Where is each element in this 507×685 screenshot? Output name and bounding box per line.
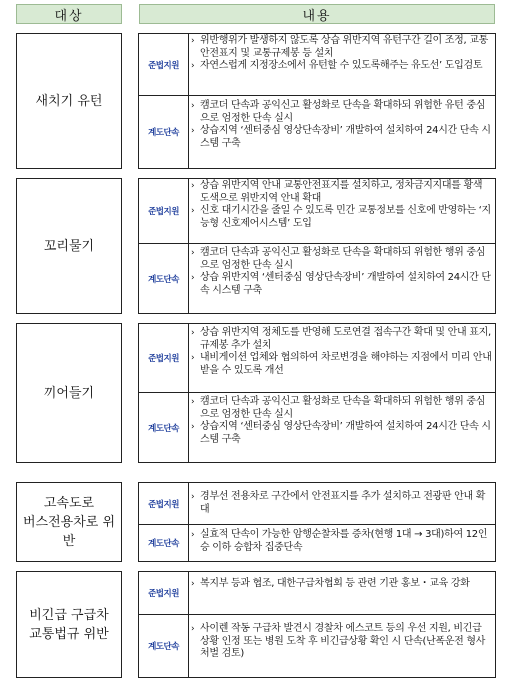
target-cell <box>16 323 122 463</box>
list-item <box>191 180 493 205</box>
support-items <box>191 491 493 516</box>
tag-enforce: 계도단속 <box>139 96 189 168</box>
item-text: 캠코더 단속과 공익신고 활성화로 단속을 확대하되 위험한 행위 중심으로 엄정한 단속 실시 <box>200 396 486 420</box>
support-items <box>191 180 493 230</box>
tag-enforce: 계도단속 <box>139 615 189 677</box>
bullet-icon: › <box>191 422 195 433</box>
list-item <box>191 327 493 352</box>
target-line: 교통법규 위반 <box>29 626 109 642</box>
support-group <box>138 178 496 244</box>
tag-enforce: 계도단속 <box>139 393 189 462</box>
enforce-group <box>138 392 496 463</box>
section-cutting-in <box>16 323 496 463</box>
bullet-icon: › <box>191 206 195 217</box>
section-illegal-uturn <box>16 33 496 169</box>
section-tail-gating <box>16 178 496 314</box>
list-item <box>191 60 493 73</box>
item-text: 상습지역 ‘센터중심 영상단속장비’ 개발하여 설치하여 24시간 단속 시스템 구축 <box>200 125 491 149</box>
support-items <box>191 35 493 73</box>
bullet-icon: › <box>191 273 195 284</box>
bullet-icon: › <box>191 36 195 46</box>
bullet-icon: › <box>191 126 195 137</box>
item-text: 캠코더 단속과 공익신고 활성화로 단속을 확대하되 위험한 행위 중심으로 엄정한 단속 실시 <box>200 247 486 271</box>
item-text: 복지부 등과 협조, 대한구급차협회 등 관련 기관 홍보・교육 강화 <box>200 578 470 589</box>
enforce-items <box>191 396 493 446</box>
enforce-items <box>191 247 493 297</box>
item-text: 경부선 전용차로 구간에서 안전표지를 추가 설치하고 전광판 안내 확대 <box>200 491 486 515</box>
target-line: 꼬리물기 <box>43 238 95 254</box>
list-item <box>191 125 493 150</box>
list-item <box>191 35 493 60</box>
enforce-group <box>138 95 496 169</box>
target-cell <box>16 178 122 314</box>
tag-support: 준법지원 <box>139 483 189 524</box>
item-text: 상습 위반지역 안내 교통안전표지를 설치하고, 정차금지지대를 황색 도색으로 위반지역 안내 확대 <box>200 180 483 204</box>
list-item <box>191 352 493 377</box>
enforce-items <box>191 529 493 554</box>
item-text: 내비게이션 업체와 협의하여 차로변경을 해야하는 지점에서 미리 안내받을 수 있도록 개선 <box>200 352 492 376</box>
target-line: 끼어들기 <box>43 385 95 401</box>
enforce-items <box>191 100 493 150</box>
item-text: 캠코더 단속과 공익신고 활성화로 단속을 확대하되 위험한 유턴 중심으로 엄정한 단속 실시 <box>200 100 486 124</box>
item-text: 신호 대기시간을 줄일 수 있도록 민간 교통정보를 신호에 반영하는 ‘지능형 신호제어시스템’ 도입 <box>200 205 491 229</box>
enforce-group <box>138 614 496 678</box>
list-item <box>191 247 493 272</box>
target-line: 버스전용차로 위반 <box>22 514 116 549</box>
bullet-icon: › <box>191 397 195 407</box>
support-items <box>191 327 493 377</box>
item-text: 실효적 단속이 가능한 암행순찰차를 증차(현행 1대 → 3대)하여 12인승 이하 승합차 집중단속 <box>200 529 488 553</box>
list-item <box>191 421 493 446</box>
enforce-group <box>138 524 496 562</box>
list-item <box>191 396 493 421</box>
bullet-icon: › <box>191 101 195 111</box>
enforce-items <box>191 623 493 661</box>
bullet-icon: › <box>191 181 195 191</box>
item-text: 상습 위반지역 ‘센터중심 영상단속장비’ 개발하여 설치하여 24시간 단속 시스템 구축 <box>200 272 491 296</box>
target-cell <box>16 571 122 678</box>
bullet-icon: › <box>191 492 195 502</box>
target-line: 새치기 유턴 <box>35 93 103 109</box>
item-text: 자연스럽게 지정장소에서 유턴할 수 있도록해주는 유도선’ 도입검토 <box>200 60 483 72</box>
support-group <box>138 323 496 393</box>
enforce-group <box>138 243 496 314</box>
list-item <box>191 578 493 591</box>
list-item <box>191 272 493 297</box>
bullet-icon: › <box>191 248 195 258</box>
support-group <box>138 571 496 615</box>
tag-enforce: 계도단속 <box>139 244 189 313</box>
tag-support: 준법지원 <box>139 179 189 243</box>
item-text: 사이렌 작동 구급차 발견시 경찰차 에스코트 등의 우선 지원, 비긴급 상황 인정 또는 병원 도착 후 비긴급상황 확인 시 단속(난폭운전 형사처벌 검토) <box>200 623 486 660</box>
section-bus-lane <box>16 482 496 562</box>
item-text: 상습지역 ‘센터중심 영상단속장비’ 개발하여 설치하여 24시간 단속 시스템 구축 <box>200 421 491 445</box>
item-text: 상습 위반지역 정체도를 반영해 도로연결 접속구간 확대 및 안내 표지, 규제봉 추가 설치 <box>200 327 491 351</box>
support-group <box>138 482 496 525</box>
header-content: 내용 <box>139 4 495 24</box>
bullet-icon: › <box>191 328 195 338</box>
target-cell <box>16 482 122 562</box>
bullet-icon: › <box>191 624 195 634</box>
tag-support: 준법지원 <box>139 34 189 95</box>
list-item <box>191 491 493 516</box>
support-group <box>138 33 496 96</box>
tag-enforce: 계도단속 <box>139 525 189 561</box>
list-item <box>191 100 493 125</box>
target-line: 비긴급 구급차 <box>29 607 109 623</box>
section-non-emergency-ambulance <box>16 571 496 678</box>
tag-support: 준법지원 <box>139 572 189 614</box>
bullet-icon: › <box>191 579 195 589</box>
header-target: 대상 <box>16 4 122 24</box>
bullet-icon: › <box>191 353 195 364</box>
item-text: 위반행위가 발생하지 않도록 상습 위반지역 유턴구간 길이 조정, 교통안전표지 및 교통규제봉 등 설치 <box>200 35 488 59</box>
support-items <box>191 578 493 591</box>
bullet-icon: › <box>191 61 195 72</box>
list-item <box>191 205 493 230</box>
list-item <box>191 623 493 661</box>
tag-support: 준법지원 <box>139 324 189 392</box>
target-line: 고속도로 <box>43 495 95 511</box>
bullet-icon: › <box>191 530 195 540</box>
target-cell <box>16 33 122 169</box>
list-item <box>191 529 493 554</box>
